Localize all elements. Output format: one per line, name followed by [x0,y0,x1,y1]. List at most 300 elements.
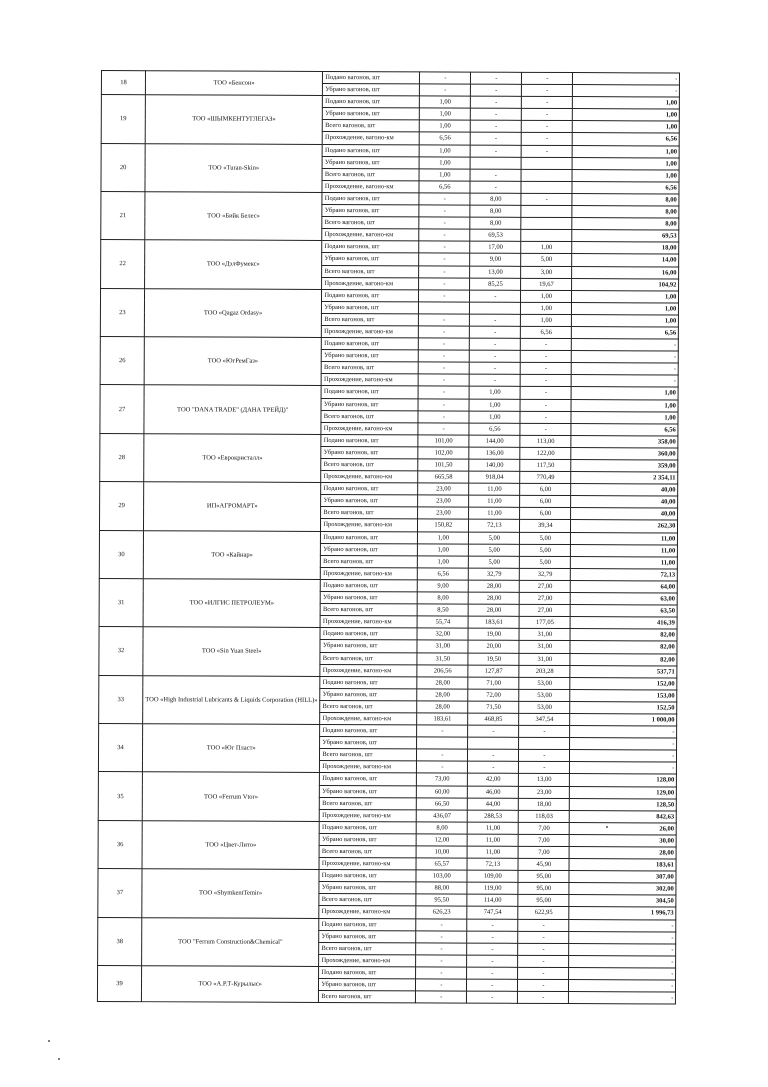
value-cell: 32,00 [417,628,468,640]
total-cell: - [569,931,676,944]
value-cell: 8,00 [470,193,521,205]
value-cell: - [521,363,572,375]
total-cell: 82,00 [570,641,677,654]
value-cell: 17,00 [470,241,521,253]
indicator-label: Подано вагонов, шт [321,579,418,592]
total-cell: - [572,339,679,352]
row-number: 29 [99,482,143,531]
organization-name: ИП«АГРОМАРТ» [143,482,321,531]
row-number: 21 [101,191,145,240]
value-cell: - [520,399,571,411]
value-cell: - [518,967,569,979]
indicator-label: Подано вагонов, шт [320,725,417,738]
value-cell: 1,00 [418,544,469,556]
value-cell [468,737,519,749]
value-cell: 95,00 [518,871,569,883]
total-cell: 842,63 [570,810,677,823]
value-cell: - [419,241,470,253]
scan-speck [606,826,608,828]
value-cell: - [470,362,521,374]
total-cell: 1,00 [571,411,678,424]
organization-name: ТОО «Цвет-Лито» [142,820,320,869]
value-cell [521,217,572,229]
value-cell: 27,00 [520,580,571,592]
indicator-label: Всего вагонов, шт [320,652,417,665]
value-cell [521,230,572,242]
total-cell: 28,00 [569,847,676,860]
value-cell: 11,00 [469,495,520,507]
total-cell: 69,53 [572,230,679,243]
indicator-label: Всего вагонов, шт [321,458,418,471]
value-cell: 23,00 [519,786,570,798]
value-cell: 85,25 [470,278,521,290]
total-cell: 129,00 [570,786,677,799]
value-cell: - [417,749,468,761]
value-cell [521,169,572,181]
value-cell: - [470,314,521,326]
value-cell: 1,00 [521,302,572,314]
indicator-label: Подано вагонов, шт [320,676,417,689]
value-cell: 19,00 [468,628,519,640]
organization-name: ТОО «Бийк Белес» [145,192,323,241]
value-cell: 31,00 [519,653,570,665]
value-cell: - [419,350,470,362]
total-cell: 1,00 [572,290,679,303]
value-cell: 20,00 [468,641,519,653]
value-cell: 8,00 [470,205,521,217]
indicator-label: Прохождение, вагоно-км [322,229,419,242]
value-cell [521,181,572,193]
value-cell: 1,00 [469,387,520,399]
value-cell: 65,57 [416,858,467,870]
value-cell: - [417,761,468,773]
value-cell [519,737,570,749]
indicator-label: Прохождение, вагоно-км [321,567,418,580]
value-cell: - [416,979,467,991]
value-cell: 5,00 [520,532,571,544]
total-cell: 1,00 [572,302,679,315]
value-cell: - [518,991,569,1003]
row-number: 31 [99,578,143,627]
value-cell: - [470,169,521,181]
total-cell: 6,56 [572,181,679,194]
value-cell: 6,56 [521,326,572,338]
total-cell: - [573,85,680,98]
value-cell: - [418,374,469,386]
value-cell [417,737,468,749]
value-cell: 5,00 [520,544,571,556]
row-number: 27 [100,385,144,434]
total-cell: - [569,919,676,932]
value-cell: 95,00 [518,895,569,907]
value-cell: - [469,374,520,386]
indicator-label: Подано вагонов, шт [322,338,419,351]
indicator-label: Прохождение, вагоно-км [323,132,420,145]
indicator-label: Подано вагонов, шт [319,918,416,931]
indicator-label: Всего вагонов, шт [321,555,418,568]
value-cell: 11,00 [469,483,520,495]
indicator-label: Подано вагонов, шт [321,386,418,399]
total-cell: 8,00 [572,218,679,231]
total-cell: - [573,73,680,86]
value-cell: - [470,338,521,350]
value-cell: 118,03 [519,810,570,822]
value-cell: - [521,145,572,157]
indicator-label: Убрано вагонов, шт [320,640,417,653]
organization-name: ТОО «А.Р.Т-Курылыс» [141,966,318,1003]
total-cell: 40,00 [571,508,678,521]
total-cell: 104,92 [572,278,679,291]
organization-name: ТОО «Бенсон» [145,71,322,96]
indicator-label: Всего вагонов, шт [322,217,419,230]
value-cell: 18,00 [519,798,570,810]
value-cell: - [519,762,570,774]
total-cell: 8,00 [572,206,679,219]
value-cell: - [520,387,571,399]
value-cell: - [522,97,573,109]
value-cell: - [520,375,571,387]
indicator-label: Подано вагонов, шт [320,628,417,641]
indicator-label: Убрано вагонов, шт [319,882,416,895]
indicator-label: Всего вагонов, шт [320,797,417,810]
indicator-label: Убрано вагонов, шт [322,156,419,169]
organization-name: ТОО «ИЛГИС ПЕТРОЛЕУМ» [143,579,321,628]
value-cell: 7,00 [518,834,569,846]
value-cell: - [418,386,469,398]
value-cell: 31,00 [519,629,570,641]
value-cell: 11,00 [467,834,518,846]
value-cell: 73,00 [417,773,468,785]
value-cell: 122,00 [520,447,571,459]
indicator-label: Подано вагонов, шт [323,96,420,109]
indicator-label: Подано вагонов, шт [319,966,416,979]
value-cell: 5,00 [521,254,572,266]
value-cell: 109,00 [467,870,518,882]
indicator-label: Убрано вагонов, шт [321,543,418,556]
value-cell: 39,34 [520,520,571,532]
indicator-label: Убрано вагонов, шт [321,446,418,459]
value-cell: 468,85 [468,713,519,725]
indicator-label: Всего вагонов, шт [320,749,417,762]
indicator-label: Подано вагонов, шт [320,773,417,786]
value-cell: 1,00 [469,399,520,411]
value-cell: 1,00 [521,242,572,254]
value-cell: 1,00 [418,556,469,568]
value-cell: 72,13 [467,858,518,870]
value-cell: - [470,290,521,302]
total-cell: 72,13 [571,568,678,581]
total-cell: 1 996,73 [569,907,676,920]
value-cell: 28,00 [468,604,519,616]
value-cell: 10,00 [416,846,467,858]
value-cell: - [522,84,573,96]
row-number: 39 [97,965,141,1001]
value-cell: - [419,338,470,350]
value-cell: - [419,205,470,217]
value-cell: - [471,133,522,145]
indicator-label: Всего вагонов, шт [323,120,420,133]
value-cell: 113,00 [520,435,571,447]
value-cell: 5,00 [469,532,520,544]
total-cell: 416,39 [570,617,677,630]
value-cell: - [471,108,522,120]
value-cell: - [467,955,518,967]
row-number: 30 [99,530,143,579]
total-cell: 11,00 [571,532,678,545]
value-cell: - [518,919,569,931]
organization-name: ТОО «Еврокристалл» [144,434,322,483]
value-cell: 1,00 [469,411,520,423]
indicator-label: Прохождение, вагоно-км [321,519,418,532]
total-cell: 1,00 [572,169,679,182]
indicator-label: Подано вагонов, шт [322,241,419,254]
indicator-label: Всего вагонов, шт [320,604,417,617]
organization-name: ТОО «ЮгРемГаз» [144,337,322,386]
indicator-label: Подано вагонов, шт [321,483,418,496]
value-cell: - [419,217,470,229]
value-cell: 7,00 [518,822,569,834]
indicator-label: Убрано вагонов, шт [322,253,419,266]
value-cell: 11,00 [467,822,518,834]
indicator-label: Убрано вагонов, шт [322,301,419,314]
value-cell: 8,00 [470,217,521,229]
value-cell: - [418,423,469,435]
value-cell: 150,82 [418,519,469,531]
total-cell: 16,00 [572,266,679,279]
row-number: 18 [101,71,145,95]
value-cell: - [419,277,470,289]
scan-speck [48,1040,50,1042]
indicator-label: Убрано вагонов, шт [319,978,416,991]
indicator-label: Подано вагонов, шт [321,531,418,544]
indicator-label: Прохождение, вагоно-км [322,180,419,193]
total-cell: - [569,992,676,1005]
total-cell: 1,00 [571,399,678,412]
value-cell: - [521,193,572,205]
indicator-label: Подано вагонов, шт [323,71,420,84]
value-cell: 127,87 [468,665,519,677]
value-cell: - [468,749,519,761]
value-cell: 31,50 [417,652,468,664]
value-cell: - [521,338,572,350]
value-cell: 918,04 [469,471,520,483]
value-cell: - [518,955,569,967]
total-cell: 14,00 [572,254,679,267]
value-cell: 101,50 [418,459,469,471]
value-cell: - [419,326,470,338]
organization-name: ТОО «Юг Пласт» [142,724,320,773]
value-cell: - [467,919,518,931]
value-cell: 23,00 [418,507,469,519]
indicator-label: Прохождение, вагоно-км [320,616,417,629]
value-cell [419,302,470,314]
value-cell [521,205,572,217]
total-cell: - [570,738,677,751]
value-cell: 23,00 [418,495,469,507]
indicator-label: Прохождение, вагоно-км [320,761,417,774]
value-cell: 140,00 [469,459,520,471]
value-cell: 114,00 [467,894,518,906]
total-cell: - [570,726,677,739]
indicator-label: Подано вагонов, шт [319,821,416,834]
value-cell: 95,50 [416,894,467,906]
indicator-label: Убрано вагонов, шт [321,398,418,411]
value-cell: - [468,761,519,773]
total-cell: 1,00 [572,314,679,327]
value-cell: 183,61 [468,616,519,628]
row-number: 19 [101,95,145,144]
indicator-label: Прохождение, вагоно-км [322,277,419,290]
value-cell: - [518,931,569,943]
value-cell: - [470,181,521,193]
value-cell: - [419,229,470,241]
value-cell: 11,00 [469,507,520,519]
total-cell: 40,00 [571,496,678,509]
indicator-label: Прохождение, вагоно-км [319,858,416,871]
value-cell: 13,00 [519,774,570,786]
total-cell: 26,00 [569,822,676,835]
total-cell: 40,00 [571,484,678,497]
value-cell: - [416,991,467,1003]
value-cell: 11,00 [467,846,518,858]
indicator-label: Прохождение, вагоно-км [320,712,417,725]
organization-name: ТОО «Turan-Skin» [145,143,323,192]
total-cell: 1 000,00 [570,714,677,727]
total-cell: - [571,375,678,388]
total-cell: 63,50 [570,605,677,618]
value-cell: 3,00 [521,266,572,278]
total-cell: 302,00 [569,883,676,896]
value-cell: - [520,423,571,435]
value-cell: 53,00 [519,701,570,713]
value-cell: 1,00 [521,290,572,302]
row-number: 37 [98,869,142,918]
total-cell: 82,00 [570,653,677,666]
indicator-label: Прохождение, вагоно-км [322,325,419,338]
value-cell: 7,00 [518,846,569,858]
organization-name: ТОО «ДэлФумекс» [145,240,323,289]
total-cell: 6,56 [571,423,678,436]
value-cell: 136,00 [469,447,520,459]
value-cell: 183,61 [417,713,468,725]
value-cell: 12,00 [416,834,467,846]
total-cell: 183,61 [569,859,676,872]
value-cell: 665,58 [418,471,469,483]
value-cell: - [471,84,522,96]
value-cell: - [420,72,471,84]
value-cell: - [467,979,518,991]
total-cell: 82,00 [570,629,677,642]
indicator-label: Убрано вагонов, шт [320,688,417,701]
value-cell: 5,00 [520,556,571,568]
total-cell: - [569,955,676,968]
indicator-label: Убрано вагонов, шт [323,108,420,121]
indicator-label: Подано вагонов, шт [319,870,416,883]
value-cell: 436,07 [417,810,468,822]
value-cell: - [467,967,518,979]
value-cell: - [519,750,570,762]
value-cell: 347,54 [519,713,570,725]
value-cell: 6,00 [520,508,571,520]
total-cell: 6,56 [572,327,679,340]
total-cell: - [569,980,676,993]
organization-name: ТОО «ШЫМКЕНТУГЛЕГАЗ» [145,95,323,144]
indicator-label: Подано вагонов, шт [321,434,418,447]
organization-name: ТОО «ShymkentTemir» [142,869,320,918]
total-cell: 307,00 [569,871,676,884]
indicator-label: Убрано вагонов, шт [323,84,420,97]
row-number: 36 [98,820,142,869]
total-cell: 128,00 [570,774,677,787]
row-number: 34 [98,724,142,773]
value-cell: 1,00 [419,169,470,181]
total-cell: 1,00 [573,109,680,122]
indicator-label: Убрано вагонов, шт [322,204,419,217]
value-cell: 1,00 [418,531,469,543]
value-cell: 9,00 [470,254,521,266]
row-number: 35 [98,772,142,821]
total-cell: 304,50 [569,895,676,908]
value-cell: - [467,943,518,955]
indicator-label: Подано вагонов, шт [322,192,419,205]
indicator-label: Всего вагонов, шт [320,700,417,713]
value-cell: 32,79 [469,568,520,580]
value-cell: 71,00 [468,677,519,689]
total-cell: 30,00 [569,834,676,847]
value-cell: 9,00 [418,580,469,592]
value-cell: 13,00 [470,266,521,278]
value-cell: - [419,290,470,302]
indicator-label: Убрано вагонов, шт [321,591,418,604]
row-number: 28 [100,433,144,482]
value-cell: - [468,725,519,737]
total-cell: 1,00 [572,145,679,158]
indicator-label: Прохождение, вагоно-км [320,809,417,822]
value-cell: - [419,362,470,374]
value-cell: 5,00 [469,544,520,556]
value-cell [470,157,521,169]
value-cell: 66,50 [417,798,468,810]
value-cell: - [419,265,470,277]
value-cell: 1,00 [420,108,471,120]
organization-name: ТОО "Ferrum Construction&Chemical" [142,917,320,966]
indicator-label: Прохождение, вагоно-км [319,906,416,919]
value-cell: 626,23 [416,906,467,918]
total-cell: 128,50 [570,798,677,811]
value-cell: 28,00 [417,689,468,701]
value-cell: 119,00 [467,882,518,894]
total-cell: 11,00 [571,544,678,557]
organization-name: ТОО "DANA TRADE" (ДАНА ТРЕЙД)" [144,385,322,434]
value-cell: 95,00 [518,883,569,895]
organization-name: ТОО «Кайнар» [143,530,321,579]
value-cell: 6,00 [520,496,571,508]
wagon-register-table [97,70,680,1005]
indicator-label: Всего вагонов, шт [321,507,418,520]
value-cell: - [520,411,571,423]
value-cell: 45,90 [518,858,569,870]
value-cell: 1,00 [420,96,471,108]
value-cell: 177,05 [519,617,570,629]
value-cell: 8,50 [417,604,468,616]
value-cell: 288,53 [468,810,519,822]
total-cell: 63,00 [570,593,677,606]
value-cell: 747,54 [467,907,518,919]
value-cell: - [420,84,471,96]
row-number: 33 [99,675,143,724]
indicator-label: Убрано вагонов, шт [321,495,418,508]
indicator-label: Прохождение, вагоно-км [319,954,416,967]
